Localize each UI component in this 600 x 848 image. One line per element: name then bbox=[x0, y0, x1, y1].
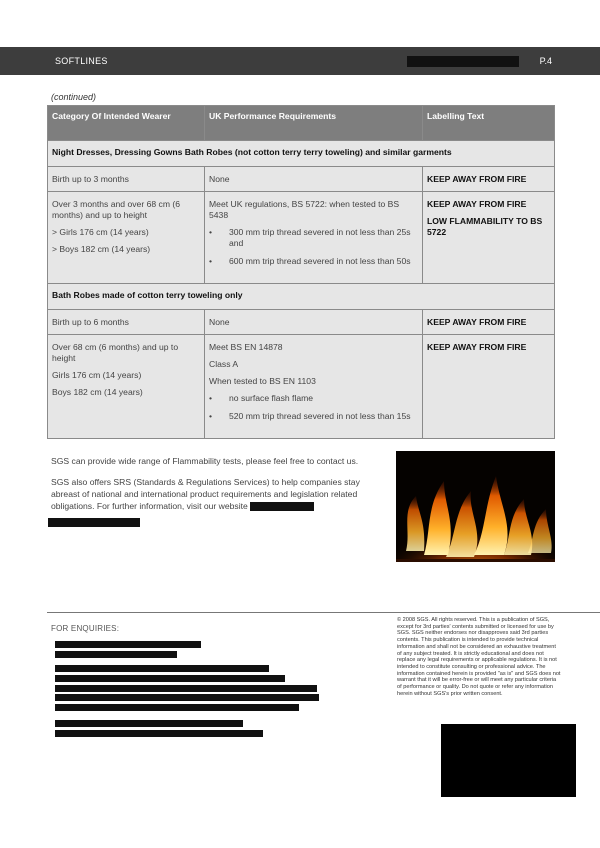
requirement-line: When tested to BS EN 1103 bbox=[209, 376, 316, 386]
redacted-line bbox=[55, 694, 319, 701]
redacted-line bbox=[55, 730, 263, 737]
enquiries-label: FOR ENQUIRIES: bbox=[51, 624, 120, 633]
redacted-line bbox=[55, 685, 317, 692]
label-line: KEEP AWAY FROM FIRE bbox=[427, 199, 527, 209]
wearer-line: Over 3 months and over 68 cm (6 months) and up to height bbox=[52, 199, 181, 220]
bullet-icon: • bbox=[209, 393, 213, 403]
label-cell: KEEP AWAY FROM FIRE bbox=[423, 335, 555, 439]
bullet-icon: • bbox=[209, 411, 213, 421]
header-labelling: Labelling Text bbox=[423, 106, 555, 141]
label-cell: KEEP AWAY FROM FIRE bbox=[423, 167, 555, 192]
wearer-line: Girls 176 cm (14 years) bbox=[52, 370, 142, 380]
table-section-row bbox=[48, 284, 555, 310]
flammability-table bbox=[47, 105, 555, 439]
redacted-line bbox=[55, 665, 269, 672]
redacted-line bbox=[55, 651, 177, 658]
wearer-line: Boys 182 cm (14 years) bbox=[52, 387, 143, 397]
bullet-item: • 520 mm trip thread severed in not less than 15s bbox=[209, 411, 411, 421]
requirement-cell: None bbox=[205, 167, 423, 192]
redacted-line bbox=[55, 641, 201, 648]
bullet-icon: • bbox=[209, 227, 213, 237]
wearer-cell: Birth up to 3 months bbox=[48, 167, 205, 192]
requirement-cell bbox=[205, 335, 423, 439]
table-section-row bbox=[48, 141, 555, 167]
table-row bbox=[48, 335, 555, 439]
requirement-cell: None bbox=[205, 310, 423, 335]
wearer-line: Over 68 cm (6 months) and up to height bbox=[52, 342, 179, 363]
srs-paragraph: SGS also offers SRS (Standards & Regulations Services) to help companies stay abreast of national and international product requirements and legislation related obligations. For further information, visit our website bbox=[51, 477, 360, 511]
bullet-icon: • bbox=[209, 256, 213, 266]
section-bathrobes: Bath Robes made of cotton terry toweling only bbox=[48, 284, 555, 310]
copyright-notice: © 2008 SGS. All rights reserved. This is a publication of SGS, except for 3rd parties' contents submitted or licensed for use by SGS. SGS neither endorses nor disapproves said 3rd parties contents. This publication is intended to provide technical information and shall not be considered an exhaustive treatment of any subject treated. It is strictly educational and does not replace any legal requirements or applicable regulations. It is not intended to constitute consulting or professional advice. The information contained herein is provided "as is" and SGS does not warrant that it will be error-free or will meet any particular criteria of performance or quality. Do not quote or refer any information herein without SGS's prior written consent. bbox=[397, 617, 561, 697]
continued-label: (continued) bbox=[51, 92, 97, 102]
flames-icon bbox=[396, 451, 555, 562]
redacted-block bbox=[48, 518, 140, 527]
label-cell: KEEP AWAY FROM FIRE bbox=[423, 310, 555, 335]
flammability-paragraph: SGS can provide wide range of Flammability tests, please feel free to contact us. bbox=[51, 456, 359, 466]
bullet-item: • 600 mm trip thread severed in not less than 50s bbox=[209, 256, 411, 266]
requirement-cell bbox=[205, 192, 423, 284]
header-wearer: Category Of Intended Wearer bbox=[48, 106, 205, 141]
redacted-line bbox=[55, 720, 243, 727]
table-row bbox=[48, 192, 555, 284]
bullet-item: • 300 mm trip thread severed in not less than 25s and bbox=[209, 227, 411, 248]
label-line: LOW FLAMMABILITY TO BS 5722 bbox=[427, 216, 543, 237]
section-title: SOFTLINES bbox=[55, 56, 108, 66]
page-header bbox=[0, 47, 600, 75]
requirement-line: Class A bbox=[209, 359, 239, 369]
table-header-row bbox=[48, 106, 555, 141]
section-nightwear: Night Dresses, Dressing Gowns Bath Robes (not cotton terry terry toweling) and similar garments bbox=[48, 141, 555, 167]
requirement-intro: Meet UK regulations, BS 5722: when tested to BS 5438 bbox=[209, 199, 400, 220]
footer-divider bbox=[47, 612, 600, 613]
wearer-cell: Birth up to 6 months bbox=[48, 310, 205, 335]
table-row bbox=[48, 310, 555, 335]
wearer-cell bbox=[48, 192, 205, 284]
label-cell bbox=[423, 192, 555, 284]
fire-image bbox=[396, 451, 555, 562]
table-row bbox=[48, 167, 555, 192]
page-number: P.4 bbox=[539, 56, 552, 66]
wearer-line: > Boys 182 cm (14 years) bbox=[52, 244, 151, 254]
wearer-cell bbox=[48, 335, 205, 439]
redacted-link bbox=[250, 502, 314, 511]
redacted-logo-block bbox=[441, 724, 576, 797]
header-requirements: UK Performance Requirements bbox=[205, 106, 423, 141]
redacted-block bbox=[407, 56, 519, 67]
redacted-line bbox=[55, 675, 285, 682]
bullet-item: • no surface flash flame bbox=[209, 393, 314, 403]
redacted-line bbox=[55, 704, 299, 711]
wearer-line: > Girls 176 cm (14 years) bbox=[52, 227, 149, 237]
requirement-line: Meet BS EN 14878 bbox=[209, 342, 283, 352]
